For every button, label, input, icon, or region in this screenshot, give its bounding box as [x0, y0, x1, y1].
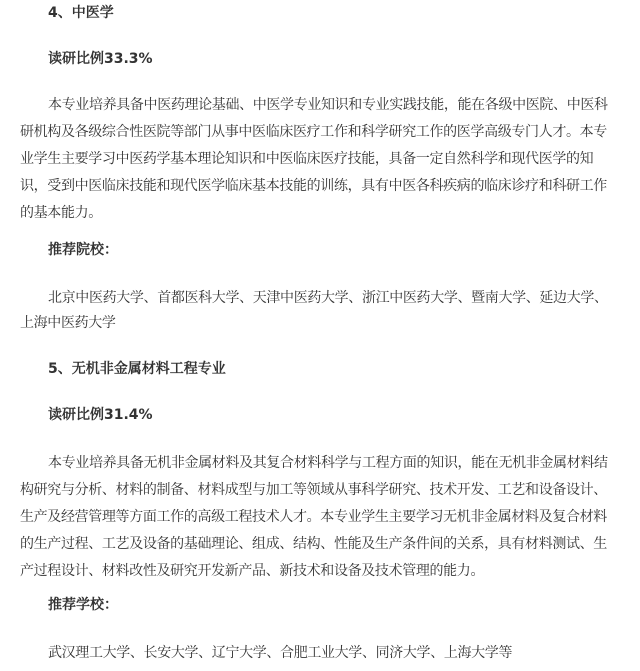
- section-4-schools-line: 上海中医药大学: [20, 315, 116, 331]
- section-5-description-line: 的生产过程、工艺及设备的基础理论、组成、结构、性能及生产条件间的关系，具有材料测试、生: [20, 536, 607, 552]
- section-4-description-line: 本专业培养具备中医药理论基础、中医学专业知识和专业实践技能，能在各级中医院、中医科: [48, 97, 608, 113]
- section-5-schools-line: 武汉理工大学、长安大学、辽宁大学、合肥工业大学、同济大学、上海大学等: [48, 645, 513, 661]
- section-5-schools-label: 推荐学校：: [48, 597, 118, 613]
- section-5-description-line: 生产及经营管理等方面工作的高级工程技术人才。本专业学生主要学习无机非金属材料及复合材料: [20, 509, 607, 525]
- section-4-title: 4、中医学: [48, 5, 114, 21]
- section-5-title: 5、无机非金属材料工程专业: [48, 361, 226, 377]
- section-4-schools-label: 推荐院校：: [48, 242, 118, 258]
- section-5-description-line: 产过程设计、材料改性及研究开发新产品、新技术和设备及技术管理的能力。: [20, 563, 485, 579]
- section-5-description-line: 构研究与分析、材料的制备、材料成型与加工等领域从事科学研究、技术开发、工艺和设备设计、: [20, 482, 607, 498]
- section-4-ratio: 读研比例33.3%: [48, 51, 153, 67]
- section-5-ratio: 读研比例31.4%: [48, 407, 153, 423]
- section-4-description-line: 业学生主要学习中医药学基本理论知识和中医临床医疗技能，具备一定自然科学和现代医学的知: [20, 151, 594, 167]
- section-4-description-line: 识，受到中医临床技能和现代医学临床基本技能的训练，具有中医各科疾病的临床诊疗和科研工作: [20, 178, 607, 194]
- section-4-description-line: 的基本能力。: [20, 205, 102, 221]
- section-4-schools-line: 北京中医药大学、首都医科大学、天津中医药大学、浙江中医药大学、暨南大学、延边大学、: [48, 290, 608, 306]
- section-5-description-line: 本专业培养具备无机非金属材料及其复合材料科学与工程方面的知识，能在无机非金属材料结: [48, 455, 608, 471]
- section-4-description-line: 研机构及各级综合性医院等部门从事中医临床医疗工作和科学研究工作的医学高级专门人才。本专: [20, 124, 607, 140]
